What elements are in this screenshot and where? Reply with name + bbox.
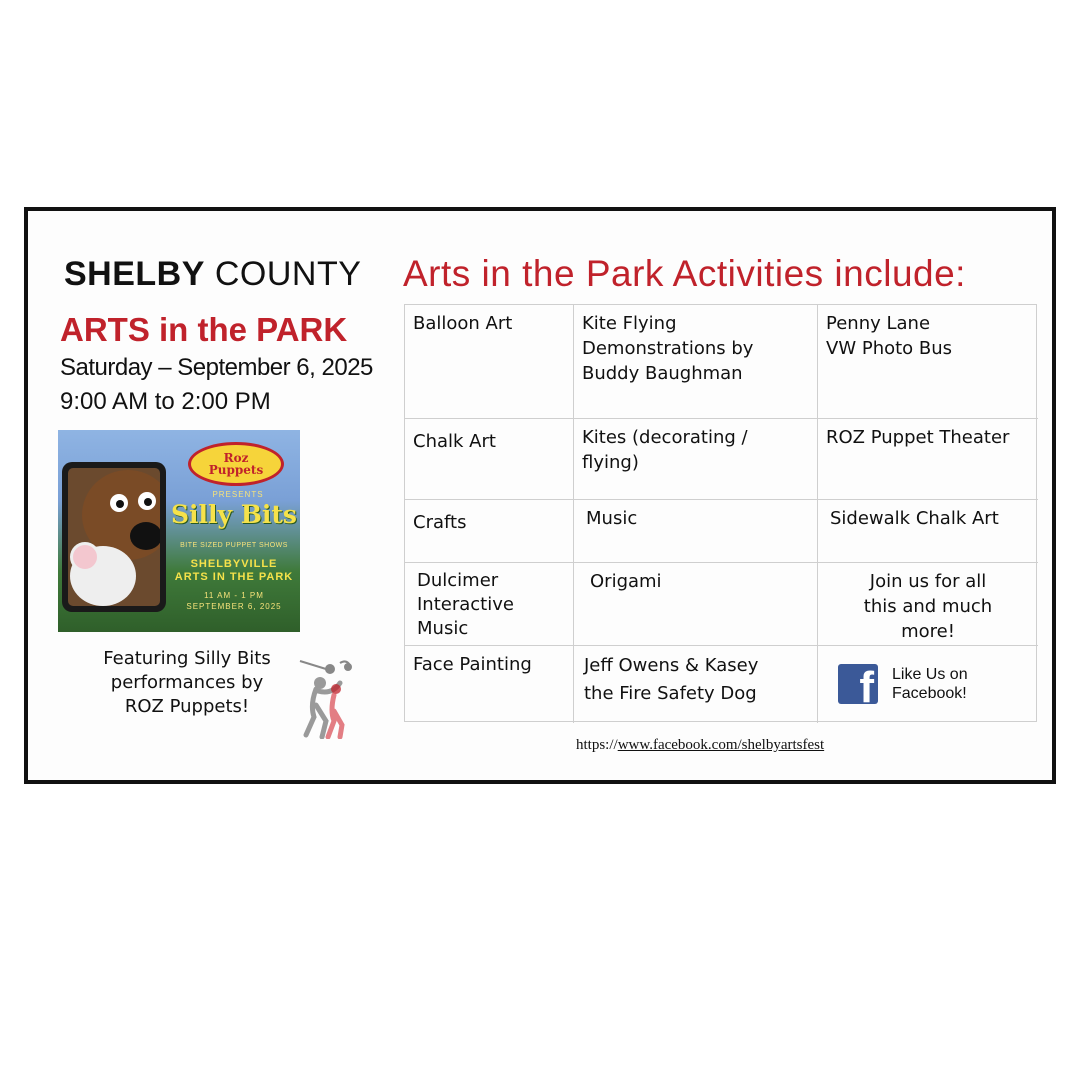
facebook-icon[interactable]: f [838, 664, 878, 704]
dancers-music-logo-icon [296, 655, 360, 739]
activities-table [404, 304, 1037, 722]
table-cell: Music [574, 500, 818, 563]
table-cell: Sidewalk Chalk Art [818, 500, 1038, 563]
facebook-url: https://www.facebook.com/shelbyartsfest [576, 737, 825, 753]
poster-presents-text: PRESENTS [212, 490, 264, 499]
organization-name: SHELBY COUNTY [64, 255, 362, 293]
table-cell: Origami [574, 563, 818, 646]
mouse-puppet-illustration [70, 546, 136, 606]
table-cell: Penny Lane VW Photo Bus [818, 305, 1038, 419]
table-cell: Kite Flying Demonstrations by Buddy Baughman [574, 305, 818, 419]
facebook-like-link[interactable] [838, 664, 968, 704]
table-cell: Balloon Art [405, 305, 574, 419]
table-cell: Jeff Owens & Kasey the Fire Safety Dog [574, 646, 818, 723]
poster-venue: SHELBYVILLE ARTS IN THE PARK [174, 558, 294, 583]
tablet-illustration [62, 462, 166, 612]
table-cell: Face Painting [405, 646, 574, 723]
join-us-cell: Join us for all this and much more! [818, 563, 1038, 646]
table-cell: ROZ Puppet Theater [818, 419, 1038, 500]
event-title: ARTS in the PARK [60, 311, 348, 348]
poster-time-date: 11 AM - 1 PM SEPTEMBER 6, 2025 [186, 591, 282, 611]
featuring-caption: Featuring Silly Bits performances by ROZ Puppets! [103, 648, 271, 717]
event-date: Saturday – September 6, 2025 [60, 354, 373, 381]
table-cell: Kites (decorating / flying) [574, 419, 818, 500]
facebook-like-text[interactable]: Like Us on Facebook! [892, 666, 968, 702]
silly-bits-poster-image [58, 430, 300, 632]
event-info-column [28, 211, 388, 780]
table-cell: Chalk Art [405, 419, 574, 500]
table-cell: Dulcimer Interactive Music [405, 563, 574, 646]
poster-subtitle: BITE SIZED PUPPET SHOWS [180, 542, 288, 549]
poster-title: Silly Bits [170, 500, 298, 529]
event-time: 9:00 AM to 2:00 PM [60, 388, 271, 415]
facebook-cell [818, 646, 1038, 723]
facebook-url-link[interactable]: www.facebook.com/shelbyartsfest [617, 737, 825, 753]
activities-heading: Arts in the Park Activities include: [403, 253, 966, 294]
event-flyer [24, 207, 1056, 784]
table-cell: Crafts [405, 500, 574, 563]
roz-puppets-logo: Roz Puppets [188, 442, 284, 486]
